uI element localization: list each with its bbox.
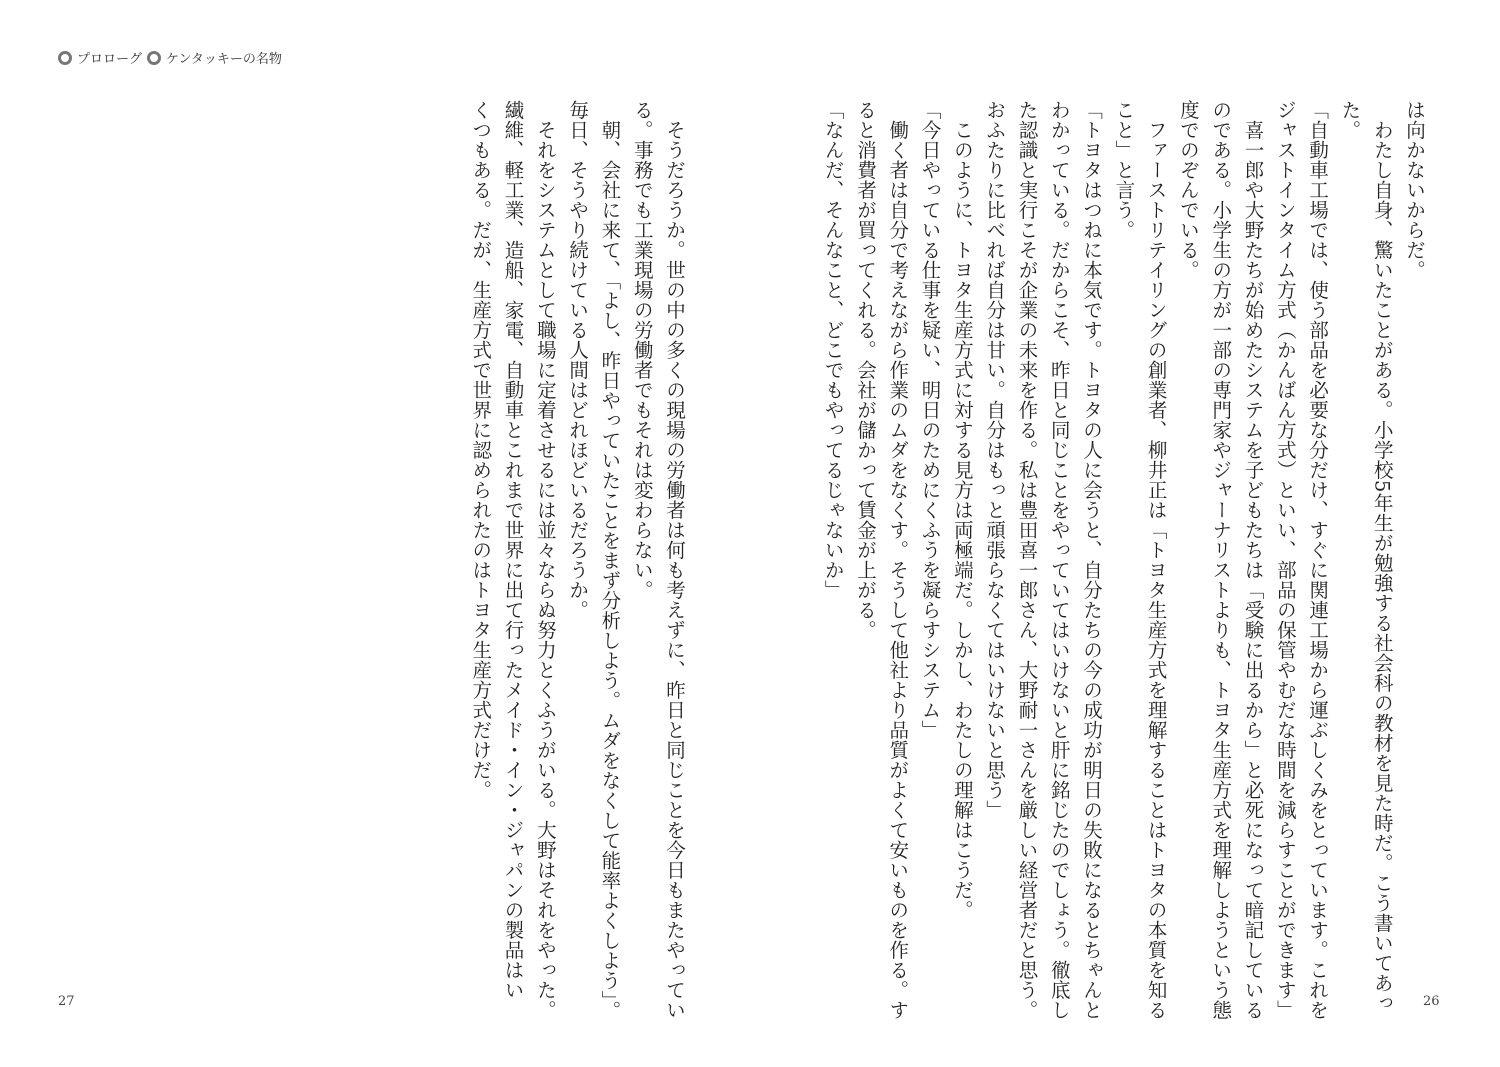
- text-line: 「なんだ、そんなこと、どこでもやってるじゃないか」: [821, 100, 845, 600]
- text-line: わたし自身、驚いたことがある。小学校5年生が勉強する社会科の教材を見た時だ。こう書いてあっ: [1370, 100, 1394, 1013]
- page-number-right: 26: [1423, 994, 1440, 1009]
- text-line: 働く者は自分で考えながら作業のムダをなくす。そうして他社より品質がよくて安いものを作る。す: [886, 100, 910, 1020]
- text-line: このように、トヨタ生産方式に対する見方は両極端だ。しかし、わたしの理解はこうだ。: [950, 100, 974, 920]
- text-line: それをシステムとして職場に定着させるには並々ならぬ努力とくふうがいる。大野はそれをやった。: [533, 100, 557, 1020]
- text-line: た認識と実行こそが企業の未来を作る。私は豊田喜一郎さん、大野耐一さんを厳しい経営者だと思う。: [1015, 100, 1039, 1020]
- circle-bullet-icon: [58, 51, 72, 65]
- text-line: 「自動車工場では、使う部品を必要な分だけ、すぐに関連工場から運ぶしくみをとっています。これを: [1306, 100, 1330, 1020]
- text-line: 喜一郎や大野たちが始めたシステムを子どもたちは「受験に出るから」と必死になって暗記している: [1241, 100, 1265, 1020]
- text-line: のである。小学生の方が一部の専門家やジャーナリストよりも、トヨタ生産方式を理解しようという態: [1209, 100, 1233, 1020]
- running-header: [58, 48, 282, 67]
- text-line: ジャストインタイム方式（かんばん方式）といい、部品の保管やむだな時間を減らすことができます」: [1273, 100, 1297, 1020]
- text-line: 朝、会社に来て、「よし、昨日やっていたことをまず分析しよう。ムダをなくして能率よくしよう」。: [598, 100, 622, 1021]
- text-line: は向かないからだ。: [1403, 100, 1426, 280]
- text-line: た。: [1338, 100, 1362, 140]
- text-line: る。事務でも工業現場の労働者でもそれは変わらない。: [630, 100, 654, 600]
- header-chapter-label: ケンタッキーの名物: [166, 52, 282, 67]
- text-line: ると消費者が買ってくれる。会社が儲かって賃金が上がる。: [853, 100, 877, 640]
- text-line: こと」と言う。: [1112, 100, 1136, 240]
- left-page-text: [450, 100, 690, 1020]
- text-line: おふたりに比べれば自分は甘い。自分はもっと頑張らなくてはいけないと思う」: [983, 100, 1007, 820]
- text-line: 繊維、軽工業、造船、家電、自動車とこれまで世界に出て行ったメイド・イン・ジャパンの製品はい: [501, 100, 525, 1000]
- text-line: そうだろうか。世の中の多くの現場の労働者は何も考えずに、昨日と同じことを今日もまたやってい: [663, 100, 686, 1020]
- text-line: 毎日、そうやり続けている人間はどれほどいるだろうか。: [566, 100, 590, 620]
- header-part-label: プロローグ: [77, 52, 143, 67]
- text-line: 度でのぞんでいる。: [1176, 100, 1200, 280]
- text-line: くつもある。だが、生産方式で世界に認められたのはトヨタ生産方式だけだ。: [469, 100, 493, 800]
- text-line: 「今日やっている仕事を疑い、明日のためにくふうを凝らすシステム」: [918, 100, 942, 740]
- page-number-left: 27: [58, 994, 75, 1009]
- text-line: わかっている。だからこそ、昨日と同じことをやっていてはいけないと肝に銘じたのでしょう。徹底し: [1047, 100, 1071, 1020]
- circle-bullet-icon: [147, 51, 161, 65]
- text-line: ファーストリテイリングの創業者、柳井正は「トヨタ生産方式を理解することはトヨタの本質を知る: [1144, 100, 1168, 1020]
- text-line: 「トヨタはつねに本気です。トヨタの人に会うと、自分たちの今の成功が明日の失敗になるとちゃんと: [1080, 100, 1104, 1020]
- right-page-text: [790, 100, 1430, 1020]
